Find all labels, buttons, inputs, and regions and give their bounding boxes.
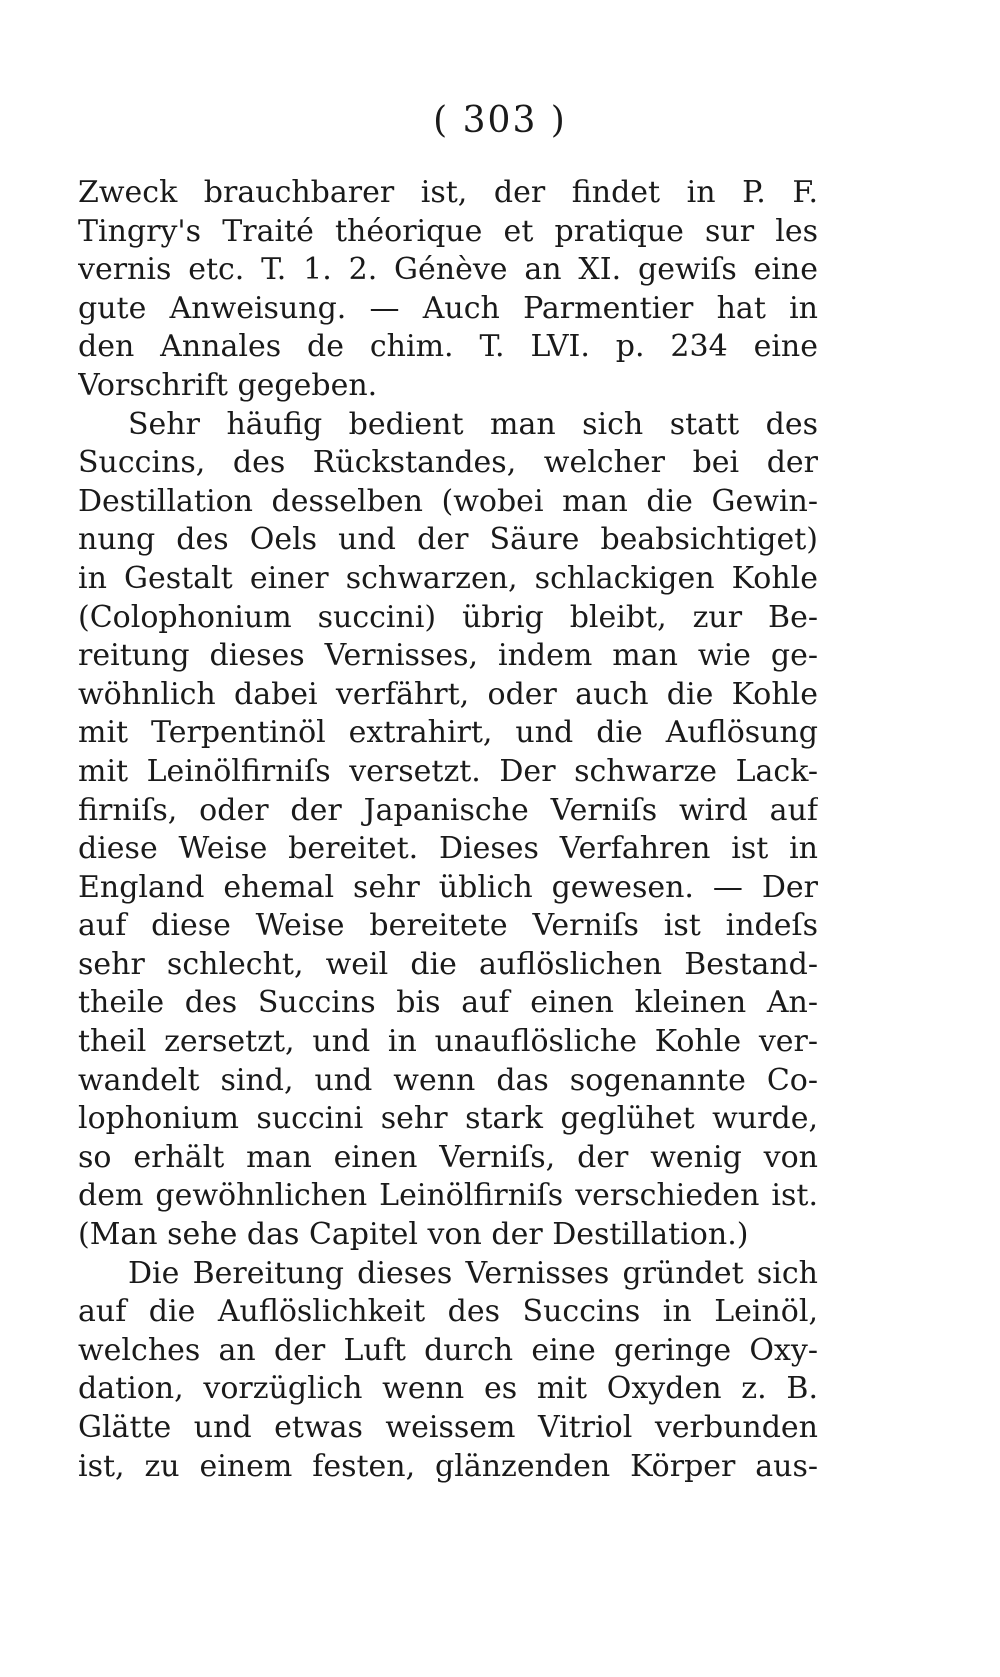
text-line: auf diese Weise bereitete Verniſs ist indeſs xyxy=(78,908,818,944)
text-line: Succins, des Rückstandes, welcher bei der xyxy=(78,445,818,481)
text-line: theil zersetzt, und in unauflösliche Kohle ver- xyxy=(78,1024,818,1060)
text-line: wandelt sind, und wenn das sogenannte Co- xyxy=(78,1062,818,1098)
text-line: lophonium succini sehr stark geglühet wurde, xyxy=(78,1101,818,1137)
text-line: Glätte und etwas weissem Vitriol verbunden xyxy=(78,1410,818,1445)
body-text xyxy=(78,174,818,1486)
text-line: welches an der Luft durch eine geringe Oxy- xyxy=(78,1332,818,1368)
text-line: (Colophonium succini) übrig bleibt, zur Be- xyxy=(78,599,818,635)
text-line: wöhnlich dabei verfährt, oder auch die Kohle xyxy=(78,676,818,712)
text-line: in Gestalt einer schwarzen, schlackigen Kohle xyxy=(78,560,818,596)
text-line: (Man sehe das Capitel von der Destillation.) xyxy=(78,1217,749,1253)
text-line: dem gewöhnlichen Leinölfirniſs verschieden ist. xyxy=(78,1178,818,1214)
text-line: reitung dieses Vernisses, indem man wie ge- xyxy=(78,638,818,674)
text-line: Die Bereitung dieses Vernisses gründet sich xyxy=(128,1255,818,1291)
text-line: firniſs, oder der Japanische Verniſs wird auf xyxy=(78,792,818,828)
text-line: den Annales de chim. T. LVI. p. 234 eine xyxy=(78,329,818,365)
text-line: mit Terpentinöl extrahirt, und die Auflösung xyxy=(78,715,818,751)
text-line: ist, zu einem festen, glänzenden Körper aus- xyxy=(78,1448,818,1484)
text-line: gute Anweisung. — Auch Parmentier hat in xyxy=(78,290,818,326)
text-line: sehr schlecht, weil die auflöslichen Bestand- xyxy=(78,946,818,982)
text-line: dation, vorzüglich wenn es mit Oxyden z. B. xyxy=(78,1371,818,1407)
text-line: auf die Auflöslichkeit des Succins in Leinöl, xyxy=(78,1294,818,1330)
text-line: nung des Oels und der Säure beabsichtiget) xyxy=(78,522,818,558)
text-line: Sehr häufig bedient man sich statt des xyxy=(128,406,818,442)
text-line: Vorschrift gegeben. xyxy=(78,367,378,403)
page-number: ( 303 ) xyxy=(433,100,567,141)
text-line: Tingry's Traité théorique et pratique sur les xyxy=(78,213,818,249)
text-line: Zweck brauchbarer ist, der findet in P. F. xyxy=(78,175,818,210)
text-line: vernis etc. T. 1. 2. Génève an XI. gewiſs eine xyxy=(78,252,818,288)
text-line: theile des Succins bis auf einen kleinen An- xyxy=(78,985,818,1021)
text-line: Destillation desselben (wobei man die Gewin- xyxy=(78,483,818,519)
text-line: so erhält man einen Verniſs, der wenig von xyxy=(78,1139,818,1175)
text-line: England ehemal sehr üblich gewesen. — Der xyxy=(78,869,818,905)
text-line: diese Weise bereitet. Dieses Verfahren ist in xyxy=(78,831,818,867)
text-line: mit Leinölfirniſs versetzt. Der schwarze Lack- xyxy=(78,753,818,789)
